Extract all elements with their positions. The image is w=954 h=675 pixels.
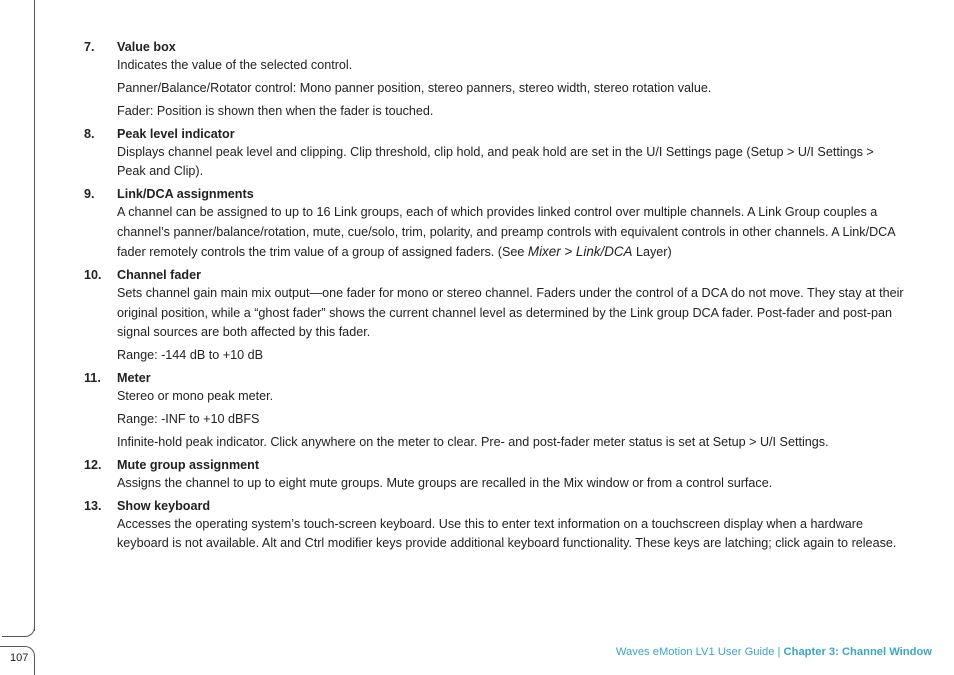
- item-paragraph: Stereo or mono peak meter.: [117, 389, 274, 404]
- item-number: 11.: [84, 371, 101, 386]
- list-item: [84, 125, 904, 182]
- item-heading: [84, 369, 904, 387]
- item-number: 13.: [84, 499, 102, 514]
- item-paragraph: Infinite-hold peak indicator. Click anywhere on the meter to clear. Pre- and post-fader meter status is set at Setup > U/I Settings.: [117, 435, 829, 450]
- item-heading: [84, 125, 904, 143]
- item-title: Channel fader: [117, 268, 201, 283]
- item-heading: [84, 266, 904, 284]
- list-item: [84, 497, 904, 554]
- item-paragraph: [117, 203, 904, 262]
- item-body: [117, 387, 904, 452]
- footer-chapter: Chapter 3: Channel Window: [783, 646, 932, 658]
- item-paragraph: Range: -INF to +10 dBFS: [117, 412, 260, 427]
- item-body: [117, 56, 904, 121]
- footer-guide-title: Waves eMotion LV1 User Guide: [615, 646, 775, 658]
- item-heading: [84, 38, 904, 56]
- list-item: [84, 185, 904, 262]
- item-title: Meter: [117, 371, 151, 386]
- item-paragraph: Sets channel gain main mix output—one fader for mono or stereo channel. Faders under the control of a DCA do not move. They stay at their original position, while a “ghost fader” shows the current channel level as determined by the Link group DCA fader. Post-fader and post-pan signal sources are both affected by this fader.: [117, 286, 904, 340]
- item-body: [117, 474, 904, 493]
- list-item: [84, 266, 904, 365]
- item-paragraph-text: A channel can be assigned to up to 16 Link groups, each of which provides linked control over multiple channels. A Link Group couples a channel’s panner/balance/rotation, mute, cue/solo, trim, polarity, and preamp controls with equivalent controls in other channels. A Link/DCA fader remotely controls the trim value of a group of assigned faders. (See: [117, 205, 895, 260]
- item-title: Peak level indicator: [117, 127, 235, 141]
- page-footer: [616, 646, 932, 658]
- list-item: [84, 369, 904, 452]
- item-paragraph: Assigns the channel to up to eight mute groups. Mute groups are recalled in the Mix window or from a control surface.: [117, 476, 773, 491]
- left-margin-rule: [34, 0, 35, 631]
- item-body: [117, 515, 904, 554]
- item-number: 8.: [84, 127, 95, 141]
- footer-separator: |: [777, 646, 781, 658]
- item-number: 12.: [84, 458, 102, 473]
- item-body: [117, 203, 904, 262]
- margin-rule-hook: [2, 620, 35, 637]
- item-title: Mute group assignment: [117, 458, 260, 473]
- item-heading: [84, 456, 904, 474]
- item-paragraph: Displays channel peak level and clipping. Clip threshold, clip hold, and peak hold are set in the U/I Settings page (Setup > U/I Settings > Peak and Clip).: [117, 145, 874, 179]
- item-number: 10.: [84, 268, 102, 283]
- item-heading: [84, 497, 904, 515]
- item-list: [84, 38, 904, 557]
- cross-reference: Mixer > Link/DCA: [527, 244, 633, 260]
- item-heading: [84, 185, 904, 203]
- item-number: 7.: [84, 40, 95, 54]
- page-number: 107: [10, 652, 29, 664]
- item-paragraph: Range: -144 dB to +10 dB: [117, 348, 263, 363]
- item-paragraph: Accesses the operating system’s touch-screen keyboard. Use this to enter text information on a touchscreen display when a hardware keyboard is not available. Alt and Ctrl modifier keys provide additional keyboard functionality. These keys are latching; click again to release.: [117, 517, 897, 551]
- cross-reference-tail: Layer): [635, 245, 672, 260]
- item-number: 9.: [84, 187, 95, 202]
- item-body: [117, 143, 904, 182]
- item-paragraph: Indicates the value of the selected control.: [117, 58, 353, 72]
- item-title: Link/DCA assignments: [117, 187, 254, 202]
- list-item: [84, 38, 904, 121]
- item-title: Show keyboard: [117, 499, 211, 514]
- item-title: Value box: [117, 40, 176, 54]
- item-body: [117, 284, 904, 365]
- list-item: [84, 456, 904, 493]
- item-paragraph: Panner/Balance/Rotator control: Mono panner position, stereo panners, stereo width, stereo rotation value.: [117, 81, 712, 95]
- item-paragraph: Fader: Position is shown then when the fader is touched.: [117, 104, 434, 118]
